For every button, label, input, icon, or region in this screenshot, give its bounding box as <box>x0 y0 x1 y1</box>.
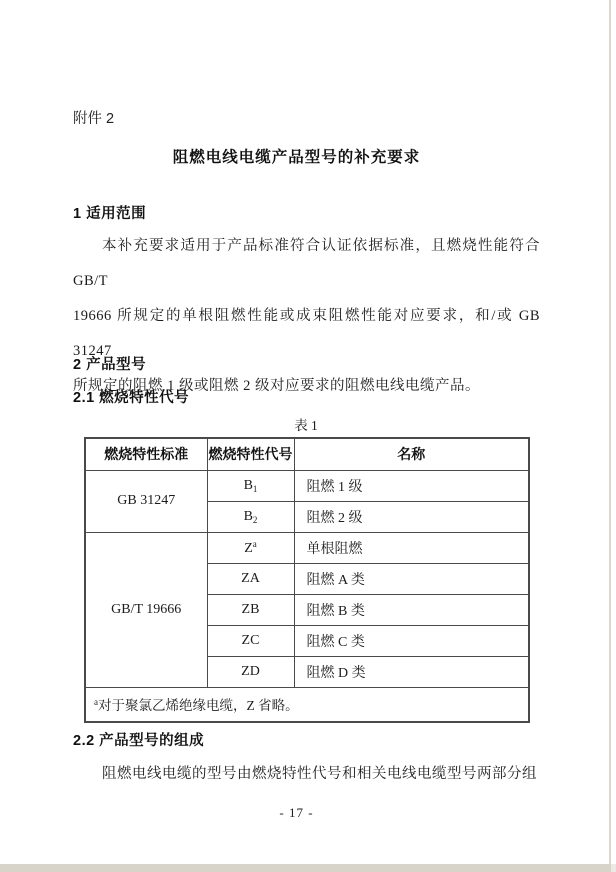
page-bottom-edge <box>0 864 616 872</box>
footnote-cell <box>85 687 529 722</box>
footnote-superscript: a <box>94 697 98 708</box>
code-base: B <box>243 508 253 524</box>
name-cell: 阻燃 A 类 <box>294 563 529 594</box>
document-title: 阻燃电线电缆产品型号的补充要求 <box>172 149 421 166</box>
section-2-1-heading: 2.1 燃烧特性代号 <box>73 390 190 406</box>
name-cell: 阻燃 C 类 <box>294 625 529 656</box>
paragraph-line: 本补充要求适用于产品标准符合认证依据标准，且燃烧性能符合 GB/T <box>73 238 540 289</box>
page-edge-line <box>609 0 611 872</box>
code-cell: ZC <box>207 625 294 656</box>
code-cell <box>207 532 294 563</box>
section-1-heading: 1 适用范围 <box>73 206 147 222</box>
standard-cell: GB/T 19666 <box>85 532 207 687</box>
code-cell <box>207 470 294 501</box>
col-header-code: 燃烧特性代号 <box>207 438 294 470</box>
code-superscript: a <box>252 538 257 549</box>
page-bottom-edge-corner <box>611 864 616 872</box>
col-header-name: 名称 <box>294 438 529 470</box>
name-cell: 阻燃 B 类 <box>294 594 529 625</box>
code-subscript: 2 <box>252 514 258 525</box>
footnote-text: 对于聚氯乙烯绝缘电缆，Z 省略。 <box>98 698 299 714</box>
col-header-standard: 燃烧特性标准 <box>85 438 207 470</box>
table-header-row <box>85 438 529 470</box>
paragraph-line: 阻燃电线电缆的型号由燃烧特性代号和相关电线电缆型号两部分组 <box>102 766 537 782</box>
code-base: B <box>243 477 253 493</box>
table-row <box>85 470 529 501</box>
table-1-caption: 表 1 <box>294 418 318 433</box>
name-cell: 阻燃 1 级 <box>294 470 529 501</box>
standard-cell: GB 31247 <box>85 470 207 532</box>
code-cell: ZD <box>207 656 294 687</box>
paragraph-line: 所规定的阻燃 1 级或阻燃 2 级对应要求的阻燃电线电缆产品。 <box>73 378 480 394</box>
code-cell: ZB <box>207 594 294 625</box>
section-2-2-paragraph <box>73 757 540 792</box>
section-2-2-heading: 2.2 产品型号的组成 <box>73 733 205 749</box>
paragraph-line: 19666 所规定的单根阻燃性能或成束阻燃性能对应要求，和/或 GB 31247 <box>73 308 540 359</box>
section-1-paragraph <box>73 229 540 404</box>
page-number: - 17 - <box>279 805 314 820</box>
table-1 <box>84 437 530 723</box>
code-cell <box>207 501 294 532</box>
name-cell: 单根阻燃 <box>294 532 529 563</box>
attachment-label: 附件 2 <box>73 111 115 127</box>
section-2-heading: 2 产品型号 <box>73 357 147 373</box>
code-cell: ZA <box>207 563 294 594</box>
code-base: Z <box>244 540 253 556</box>
table-row <box>85 532 529 563</box>
table-footnote-row <box>85 687 529 722</box>
name-cell: 阻燃 2 级 <box>294 501 529 532</box>
name-cell: 阻燃 D 类 <box>294 656 529 687</box>
code-subscript: 1 <box>252 483 258 494</box>
